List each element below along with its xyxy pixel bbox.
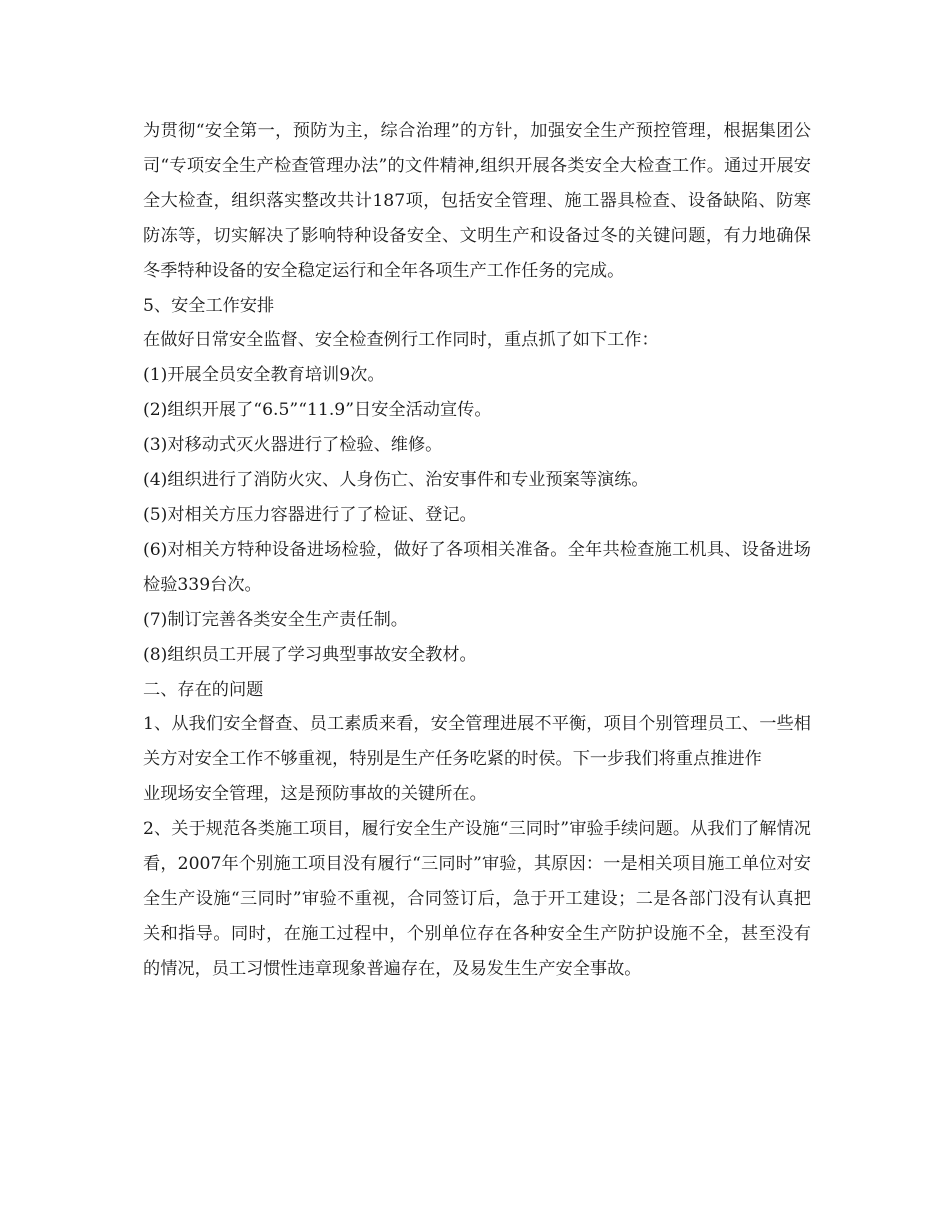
section-heading-safety-arrangement: 5、安全工作安排 <box>143 295 275 316</box>
document-body <box>143 114 811 987</box>
paragraph-intro: 为贯彻“安全第一，预防为主，综合治理”的方针，加强安全生产预控管理，根据集团公司“专项安全生产检查管理办法”的文件精神,组织开展各类安全大检查工作。通过开展安全大检查，组织落实整改共计187项，包括安全管理、施工器具检查、设备缺陷、防寒防冻等，切实解决了影响特种设备安全、文明生产和设备过冬的关键问题，有力地确保冬季特种设备的安全稳定运行和全年各项生产工作任务的完成。 <box>143 121 811 281</box>
problem-1: 1、从我们安全督查、员工素质来看，安全管理进展不平衡，项目个别管理员工、一些相关方对安全工作不够重视，特别是生产任务吃紧的时侯。下一步我们将重点推进作 <box>143 714 811 770</box>
list-item-3: (3)对移动式灭火器进行了检验、维修。 <box>143 435 443 456</box>
list-item-8: (8)组织员工开展了学习典型事故安全教材。 <box>143 644 477 665</box>
list-item-5: (5)对相关方压力容器进行了了检证、登记。 <box>143 504 477 525</box>
list-item-6: (6)对相关方特种设备进场检验，做好了各项相关准备。全年共检查施工机具、设备进场检验339台次。 <box>143 539 811 595</box>
list-item-2: (2)组织开展了“6.5”“11.9”日安全活动宣传。 <box>143 400 492 421</box>
problem-2: 2、关于规范各类施工项目，履行安全生产设施“三同时”审验手续问题。从我们了解情况看，2007年个别施工项目没有履行“三同时”审验，其原因：一是相关项目施工单位对安全生产设施“三同时”审验不重视，合同签订后，急于开工建设；二是各部门没有认真把关和指导。同时，在施工过程中，个别单位存在各种安全生产防护设施不全，甚至没有的情况，员工习惯性违章现象普遍存在，及易发生生产安全事故。 <box>143 819 811 979</box>
list-item-1: (1)开展全员安全教育培训9次。 <box>143 365 385 386</box>
section-heading-problems: 二、存在的问题 <box>143 679 264 700</box>
list-item-4: (4)组织进行了消防火灾、人身伤亡、治安事件和专业预案等演练。 <box>143 470 649 491</box>
problem-1-continued: 业现场安全管理，这是预防事故的关键所在。 <box>143 784 487 805</box>
paragraph-lead-in: 在做好日常安全监督、安全检查例行工作同时，重点抓了如下工作： <box>143 330 659 351</box>
list-item-7: (7)制订完善各类安全生产责任制。 <box>143 609 408 630</box>
